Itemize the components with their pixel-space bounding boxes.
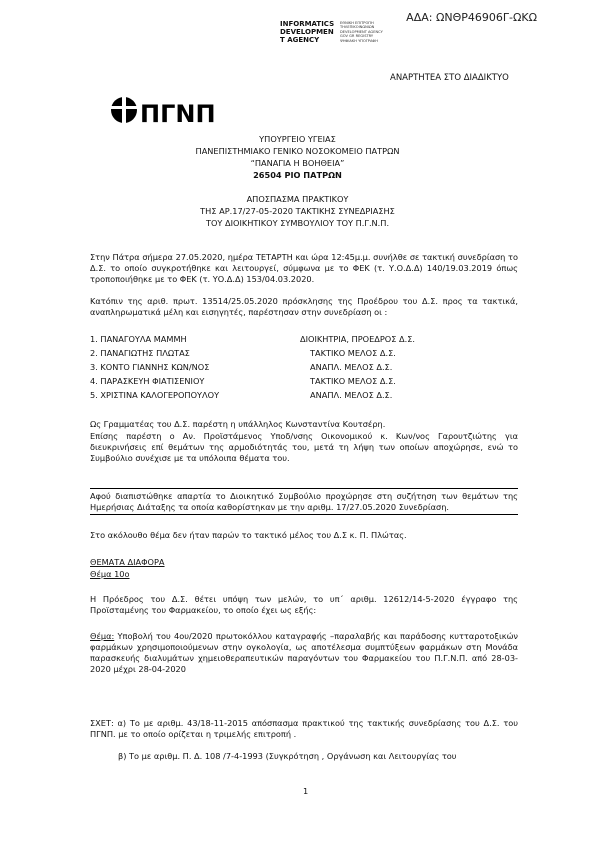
member-role: ΤΑΚΤΙΚΟ ΜΕΛΟΣ Δ.Σ.	[310, 376, 396, 386]
agency-small-line: ΨΗΦΙΑΚΗ ΥΠΟΓΡΑΦΗ	[340, 38, 378, 43]
member-role: ΑΝΑΠΛ. ΜΕΛΟΣ Δ.Σ.	[310, 390, 393, 400]
list-item	[90, 376, 518, 390]
quorum-top-rule	[90, 488, 518, 489]
page-number: 1	[303, 786, 309, 796]
subject-label: Θέμα:	[90, 631, 115, 641]
intro-paragraph: Στην Πάτρα σήμερα 27.05.2020, ημέρα ΤΕΤΑΡΤΗ και ώρα 12:45μ.μ. συνήλθε σε τακτική συνεδρίαση το Δ.Σ. το οποίο συγκροτήθηκε και λειτουργεί, σύμφωνα με το ΦΕΚ (τ. Υ.Ο.Δ.Δ) 140/19.03.2019 όπως τροποποιήθηκε με το ΦΕΚ (τ. ΥΟ.Δ.Δ) 153/04.03.2020.	[90, 252, 518, 284]
subject-text: Υποβολή του 4ου/2020 πρωτοκόλλου καταγραφής –παραλαβής και παράδοσης κυτταροτοξικών φαρμάκων χρησιμοποιούμενων στην ογκολογία, ως αποτέλεσμα συμπτύξεων φαρμάκων στη Μονάδα παρασκευής διαλυμάτων χημειοθεραπευτικών παραγόντων του Φαρμακείου του Π.Γ.Ν.Π. από 28-03-2020 μέχρι 28-04-2020	[90, 631, 518, 674]
ada-code: ΑΔΑ: ΩΝΘΡ46906Γ-ΩΚΩ	[406, 11, 537, 24]
agency-small-line: GOV GR REGISTRY	[340, 34, 374, 39]
ref-a: α) Το με αριθμ. 43/18-11-2015 απόσπασμα πρακτικού της τακτικής συνεδρίασης του Δ.Σ. του ΠΓΝΠ. με το οποίο ορίζεται η τριμελής επιτροπή .	[90, 718, 518, 739]
ref-label: ΣΧΕΤ:	[90, 718, 114, 728]
logo-mark-icon	[110, 95, 230, 129]
agency-small-line: ΤΗΛΕΠΙΚΟΙΝΩΝΙΩΝ	[340, 25, 375, 30]
member-name: 3. ΚΟΝΤΟ ΓΙΑΝΝΗΣ ΚΩΝ/ΝΟΣ	[90, 362, 210, 372]
list-item	[90, 348, 518, 362]
members-list	[90, 334, 518, 404]
member-name: 2. ΠΑΝΑΓΙΩΤΗΣ ΠΛΩΤΑΣ	[90, 348, 190, 358]
secretary-paragraph: Ως Γραμματέας του Δ.Σ. παρέστη η υπάλληλος Κωνσταντίνα Κουτσέρη.	[90, 419, 386, 429]
quorum-bottom-rule	[90, 514, 518, 515]
hospital-logo	[110, 95, 230, 133]
hospital-name: ΠΑΝΕΠΙΣΤΗΜΙΑΚΟ ΓΕΝΙΚΟ ΝΟΣΟΚΟΜΕΙΟ ΠΑΤΡΩΝ	[195, 146, 400, 156]
agency-line: DEVELOPMEN	[280, 28, 334, 36]
agency-line: INFORMATICS	[280, 20, 335, 28]
list-item	[90, 334, 518, 348]
agency-small-line: ΕΘΝΙΚΗ ΕΠΙΤΡΟΠΗ	[340, 21, 374, 25]
member-role: ΔΙΟΙΚΗΤΡΙΑ, ΠΡΟΕΔΡΟΣ Δ.Σ.	[300, 334, 416, 344]
attendee-paragraph: Επίσης παρέστη ο Αν. Προϊστάμενος Υποδ/νσης Οικονομικού κ. Κων/νος Γαρουτζιώτης για διευκρινήσεις επί θεμάτων της αρμοδιότητάς του, μετά τη λήψη των οποίων αποχώρησε, ενώ το Συμβούλιο συνέχισε με τα υπόλοιπα θέματα του.	[90, 431, 518, 463]
internet-notice: ΑΝΑΡΤΗΤΕΑ ΣΤΟ ΔΙΑΔΙΚΤΥΟ	[390, 73, 509, 83]
member-role: ΑΝΑΠΛ. ΜΕΛΟΣ Δ.Σ.	[310, 362, 393, 372]
logo-text: ΠΓΝΠ	[140, 100, 216, 128]
hospital-address: 26504 ΡΙΟ ΠΑΤΡΩΝ	[253, 170, 342, 180]
references	[90, 718, 518, 740]
agency-line: T AGENCY	[280, 36, 320, 44]
topic-intro: Η Πρόεδρος του Δ.Σ. θέτει υπόψη των μελών, το υπ΄ αριθμ. 12612/14-5-2020 έγγραφο της Προϊσταμένης του Φαρμακείου, το οποίο έχει ως εξής:	[90, 594, 518, 615]
topic-number: Θέμα 10ο	[90, 569, 130, 579]
ministry-name: ΥΠΟΥΡΓΕΙΟ ΥΓΕΙΑΣ	[259, 134, 336, 144]
member-role: ΤΑΚΤΙΚΟ ΜΕΛΟΣ Δ.Σ.	[310, 348, 396, 358]
absent-note: Στο ακόλουθο θέμα δεν ήταν παρών το τακτικό μέλος του Δ.Σ κ. Π. Πλώτας.	[90, 530, 407, 540]
member-name: 5. ΧΡΙΣΤΙΝΑ ΚΑΛΟΓΕΡΟΠΟΥΛΟΥ	[90, 390, 220, 400]
doc-title-board: ΤΟΥ ΔΙΟΙΚΗΤΙΚΟΥ ΣΥΜΒΟΥΛΙΟΥ ΤΟΥ Π.Γ.Ν.Π.	[205, 218, 390, 228]
agency-stamp-small	[340, 21, 383, 43]
agency-stamp	[280, 20, 334, 44]
doc-title-meeting: ΤΗΣ ΑΡ.17/27-05-2020 ΤΑΚΤΙΚΗΣ ΣΥΝΕΔΡΙΑΣΗΣ	[200, 206, 395, 216]
ref-b: β) Το με αριθμ. Π. Δ. 108 /7-4-1993 (Συγκρότηση , Οργάνωση και Λειτουργίας του	[118, 751, 457, 761]
section-heading: ΘΕΜΑΤΑ ΔΙΑΦΟΡΑ	[90, 557, 165, 567]
member-name: 1. ΠΑΝΑΓΟΥΛΑ ΜΑΜΜΗ	[90, 334, 187, 344]
member-name: 4. ΠΑΡΑΣΚΕΥΗ ΦΙΑΤΙΣΕΝΙΟΥ	[90, 376, 205, 386]
agency-small-line: DEVELOPMENT AGENCY	[340, 29, 383, 34]
list-item	[90, 362, 518, 376]
list-item	[90, 390, 518, 404]
invitation-paragraph: Κατόπιν της αριθ. πρωτ. 13514/25.05.2020 πρόσκλησης της Προέδρου του Δ.Σ. προς τα τακτικά, αναπληρωματικά μέλη και εισηγητές, παρέστησαν στην συνεδρίαση οι :	[90, 296, 518, 317]
quorum-paragraph: Αφού διαπιστώθηκε απαρτία το Διοικητικό Συμβούλιο προχώρησε στη συζήτηση των θεμάτων της Ημερήσιας Διάταξης τα οποία καθορίστηκαν με την αριθμ. 17/27.05.2020 Συνεδρίαση.	[90, 491, 518, 512]
hospital-subtitle: “ΠΑΝΑΓΙΑ Η ΒΟΗΘΕΙΑ”	[250, 158, 345, 168]
doc-title: ΑΠΟΣΠΑΣΜΑ ΠΡΑΚΤΙΚΟΥ	[246, 194, 349, 204]
topic-subject	[90, 631, 518, 675]
